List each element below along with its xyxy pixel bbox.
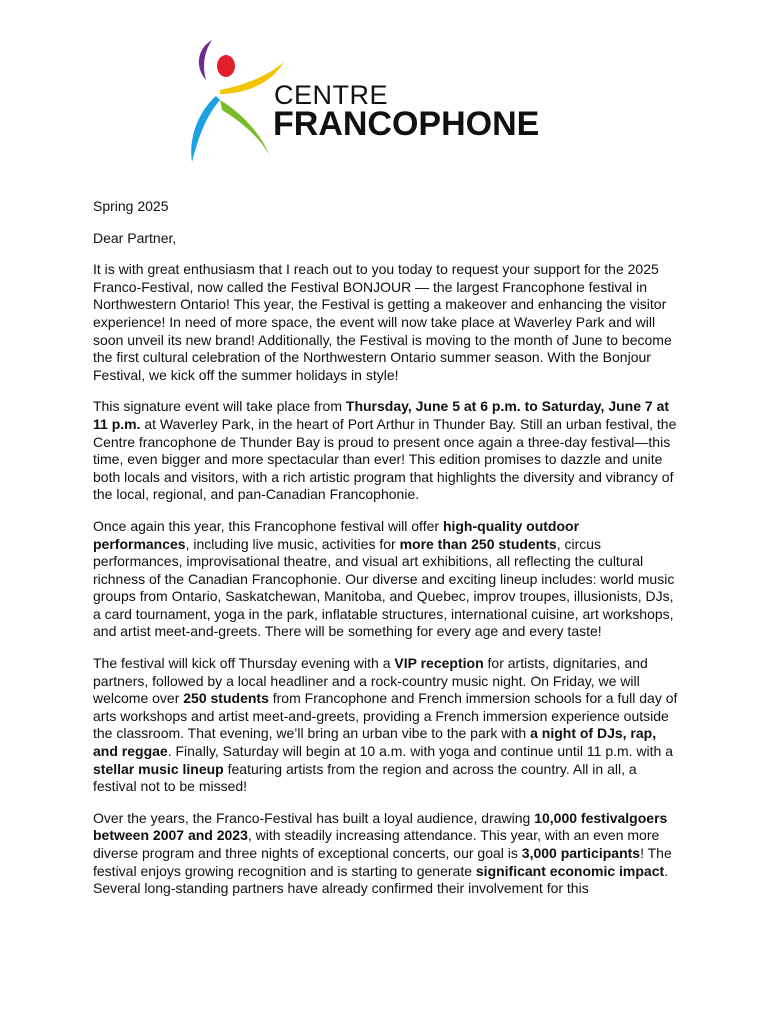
emphasis-text: high-quality outdoor performances [93,517,580,552]
emphasis-text: a night of DJs, rap, and reggae [93,725,657,760]
body-text: from Francophone and French immersion schools for a full day of arts workshops and artist meet-and-greets, providing a French immersion experience outside the classroom. That evening, we’ll bring an urban vibe to the park with [93,690,678,742]
logo-red-head [217,55,235,77]
body-text: for artists, dignitaries, and partners, followed by a local headliner and a rock-country music night. On Friday, we will welcome over [93,655,648,707]
logo-line-1: CENTRE [274,80,389,110]
emphasis-text: 10,000 festivalgoers between 2007 and 2023 [93,809,668,844]
emphasis-text: 3,000 participants [521,845,641,861]
logo-purple-stroke [199,40,212,80]
body-text: at Waverley Park, in the heart of Port Arthur in Thunder Bay. Still an urban festival, the Centre francophone de Thunder Bay is proud to present once again a three-day festival—this time, even bigger and more spectacular than ever! This edition promises to dazzle and unite both locals and visitors, with a rich artistic program that highlights the diversity and vibrancy of the local, regional, and pan-Canadian Francophonie. [93,415,677,503]
letter-body [93,198,679,912]
body-text: ! The festival enjoys growing recognition and is starting to generate [93,845,672,879]
body-text: The festival will kick off Thursday evening with a [93,655,395,672]
body-text: featuring artists from the region and across the country. All in all, a festival not to be missed! [93,760,637,795]
body-text: It is with great enthusiasm that I reach out to you today to request your support for the 2025 Franco-Festival, now called the Festival BONJOUR — the largest Francophone festival in Northwestern Ontario! This year, the Festival is getting a makeover and enhancing the visitor experience! In need of more space, the event will now take place at Waverley Park and will soon unveil its new brand! Additionally, the Festival is moving to the month of June to become the first cultural celebration of the Northwestern Ontario summer season. With the Bonjour Festival, we kick off the summer holidays in style! [93,261,672,383]
centre-francophone-logo [180,34,600,170]
body-text: . Several long-standing partners have already confirmed their involvement for this [93,862,669,897]
emphasis-text: stellar music lineup [93,760,224,777]
emphasis-text: significant economic impact [475,862,665,879]
emphasis-text: Thursday, June 5 at 6 p.m. to Saturday, June 7 at 11 p.m. [93,398,670,432]
emphasis-text: VIP reception [394,655,484,672]
letter-paragraph-4 [93,655,679,796]
emphasis-text: more than 250 students [399,535,557,552]
letter-date: Spring 2025 [93,198,169,214]
body-text: , with steadily increasing attendance. This year, with an even more diverse program and three nights of exceptional concerts, our goal is [93,827,660,861]
letter-paragraph-2 [93,398,679,504]
body-text: , circus performances, improvisational theatre, and visual art exhibitions, all reflecting the cultural richness of the Canadian Francophonie. Our diverse and exciting lineup includes: world music groups from Ontario, Saskatchewan, Manitoba, and Quebec, improv troupes, illusionists, DJs, a card tournament, yoga in the park, inflatable structures, international cuisine, art workshops, and artist meet-and-greets. There will be something for every age and every taste! [93,535,675,640]
letter-paragraph-3 [93,518,679,641]
body-text: This signature event will take place from [93,398,346,415]
body-text: Once again this year, this Francophone festival will offer [93,517,443,534]
letter-paragraph-1 [93,261,679,384]
logo-green-stroke [220,100,270,156]
body-text: , including live music, activities for [185,535,400,552]
letter-paragraph-5 [93,810,679,898]
body-text: . Finally, Saturday will begin at 10 a.m. with yoga and continue until 11 p.m. with a [167,743,674,760]
logo-blue-stroke [191,96,220,162]
letter-salutation: Dear Partner, [93,229,177,246]
body-text: Over the years, the Franco-Festival has built a loyal audience, drawing [93,809,535,826]
emphasis-text: 250 students [183,690,269,707]
letter-paragraphs [93,261,679,898]
logo-line-2: FRANCOPHONE [273,105,540,143]
